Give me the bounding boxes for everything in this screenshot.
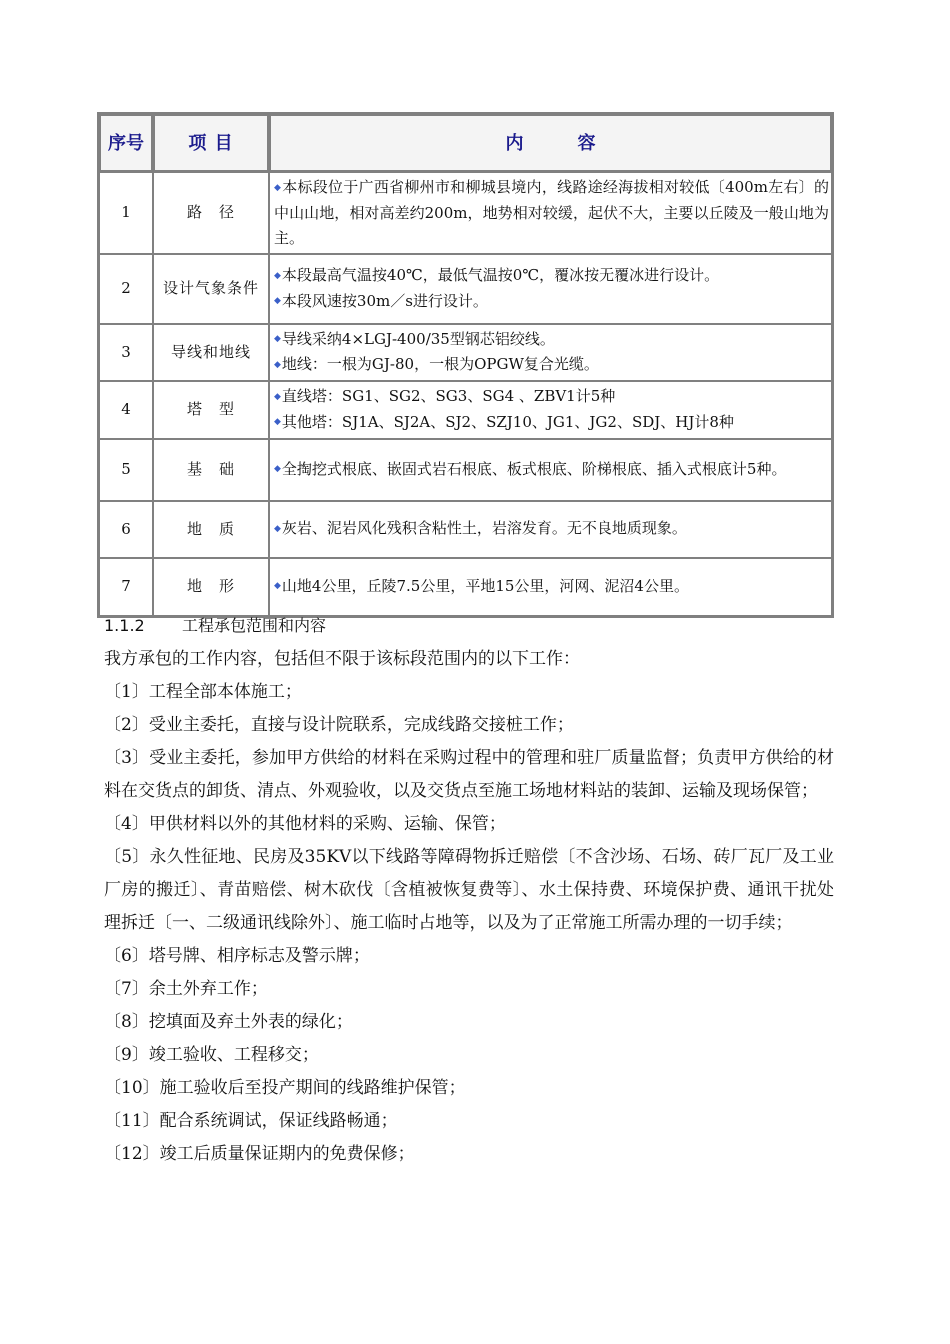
content-line <box>274 263 829 289</box>
row-content <box>269 254 832 324</box>
content-text: 灰岩、泥岩风化残积含粘性土，岩溶发育。无不良地质现象。 <box>281 519 687 538</box>
project-overview-table <box>97 112 834 618</box>
row-item: 基 础 <box>153 439 269 501</box>
list-item: 〔7〕余土外弃工作； <box>104 979 268 999</box>
content-line <box>274 175 829 251</box>
row-serial: 1 <box>99 172 153 254</box>
list-item: 〔8〕挖填面及弃土外表的绿化； <box>104 1012 353 1032</box>
content-text: 山地4公里，丘陵7.5公里，平地15公里，河网、泥沼4公里。 <box>281 576 689 595</box>
header-serial: 序号 <box>99 114 153 172</box>
table-row <box>99 254 832 324</box>
content-line <box>274 516 829 542</box>
diamond-bullet-icon: ◆ <box>274 270 281 281</box>
row-item: 路 径 <box>153 172 269 254</box>
content-line <box>274 410 829 436</box>
list-item: 〔1〕工程全部本体施工； <box>104 682 302 702</box>
list-item: 〔11〕配合系统调试，保证线路畅通； <box>104 1111 398 1131</box>
list-item: 〔9〕竣工验收、工程移交； <box>104 1045 319 1065</box>
list-item: 〔4〕甲供材料以外的其他材料的采购、运输、保管； <box>104 814 506 834</box>
diamond-bullet-icon: ◆ <box>274 523 281 534</box>
content-text: 本段最高气温按40℃，最低气温按0℃，覆冰按无覆冰进行设计。 <box>281 266 720 284</box>
row-content <box>269 501 832 558</box>
list-item: 〔10〕施工验收后至投产期间的线路维护保管； <box>104 1078 466 1098</box>
row-item: 地 形 <box>153 558 269 616</box>
row-content <box>269 324 832 381</box>
list-item: 〔6〕塔号牌、相序标志及警示牌； <box>104 946 370 966</box>
content-line <box>274 352 829 378</box>
diamond-bullet-icon: ◆ <box>274 359 281 370</box>
list-item: 〔3〕受业主委托，参加甲方供给的材料在采购过程中的管理和驻厂质量监督；负责甲方供给的材料在交货点的卸货、清点、外观验收，以及交货点至施工场地材料站的装卸、运输及现场保管； <box>104 748 834 801</box>
content-text: 地线：一根为GJ-80，一根为OPGW复合光缆。 <box>281 355 599 373</box>
content-text: 本标段位于广西省柳州市和柳城县境内，线路途经海拔相对较低〔400m左右〕的中山山地，相对高差约200m，地势相对较缓，起伏不大，主要以丘陵及一般山地为主。 <box>274 178 830 247</box>
content-line <box>274 289 829 315</box>
list-item: 〔2〕受业主委托，直接与设计院联系，完成线路交接桩工作； <box>104 715 574 735</box>
row-content <box>269 172 832 254</box>
content-text: 全掏挖式根底、嵌固式岩石根底、板式根底、阶梯根底、插入式根底计5种。 <box>281 459 787 478</box>
section-body <box>104 643 834 1171</box>
header-item: 项 目 <box>153 114 269 172</box>
list-item: 〔5〕永久性征地、民房及35KV以下线路等障碍物拆迁赔偿〔不含沙场、石场、砖厂瓦厂及工业厂房的搬迁〕、青苗赔偿、树木砍伐〔含植被恢复费等〕、水土保持费、环境保护费、通讯干扰处理拆迁〔一、二级通讯线除外〕、施工临时占地等，以及为了正常施工所需办理的一切手续； <box>104 847 834 933</box>
header-content: 内 容 <box>269 114 832 172</box>
table-body <box>99 172 832 616</box>
content-text: 其他塔：SJ1A、SJ2A、SJ2、SZJ10、JG1、JG2、SDJ、HJ计8种 <box>281 412 734 431</box>
content-text: 直线塔：SG1、SG2、SG3、SG4 、ZBV1计5种 <box>281 387 616 405</box>
row-item: 塔 型 <box>153 381 269 439</box>
table-row <box>99 439 832 501</box>
content-text: 导线采纳4×LGJ-400/35型钢芯铝绞线。 <box>281 329 555 348</box>
table-row <box>99 501 832 558</box>
row-serial: 6 <box>99 501 153 558</box>
row-item: 导线和地线 <box>153 324 269 381</box>
row-content <box>269 381 832 439</box>
diamond-bullet-icon: ◆ <box>274 464 281 475</box>
diamond-bullet-icon: ◆ <box>274 581 281 592</box>
row-serial: 2 <box>99 254 153 324</box>
section-number: 1.1.2 <box>104 616 145 635</box>
intro-paragraph: 我方承包的工作内容，包括但不限于该标段范围内的以下工作： <box>104 649 580 669</box>
list-item: 〔12〕竣工后质量保证期内的免费保修； <box>104 1144 415 1164</box>
row-item: 设计气象条件 <box>153 254 269 324</box>
row-serial: 5 <box>99 439 153 501</box>
diamond-bullet-icon: ◆ <box>274 334 281 344</box>
table-header-row <box>99 114 832 172</box>
diamond-bullet-icon: ◆ <box>274 391 281 402</box>
content-line <box>274 384 829 410</box>
row-content <box>269 439 832 501</box>
row-content <box>269 558 832 616</box>
row-item: 地 质 <box>153 501 269 558</box>
content-line <box>274 574 829 600</box>
content-line <box>274 327 829 353</box>
diamond-bullet-icon: ◆ <box>274 417 281 427</box>
diamond-bullet-icon: ◆ <box>274 296 281 306</box>
project-overview-table-wrapper <box>97 112 834 618</box>
section-title: 工程承包范围和内容 <box>182 616 327 635</box>
section-heading <box>104 609 834 642</box>
row-serial: 4 <box>99 381 153 439</box>
row-serial: 3 <box>99 324 153 381</box>
diamond-bullet-icon: ◆ <box>274 182 282 193</box>
table-row <box>99 324 832 381</box>
content-text: 本段风速按30m／s进行设计。 <box>281 291 488 310</box>
table-row <box>99 172 832 254</box>
row-serial: 7 <box>99 558 153 616</box>
content-line <box>274 457 829 483</box>
table-row <box>99 381 832 439</box>
table-row <box>99 558 832 616</box>
